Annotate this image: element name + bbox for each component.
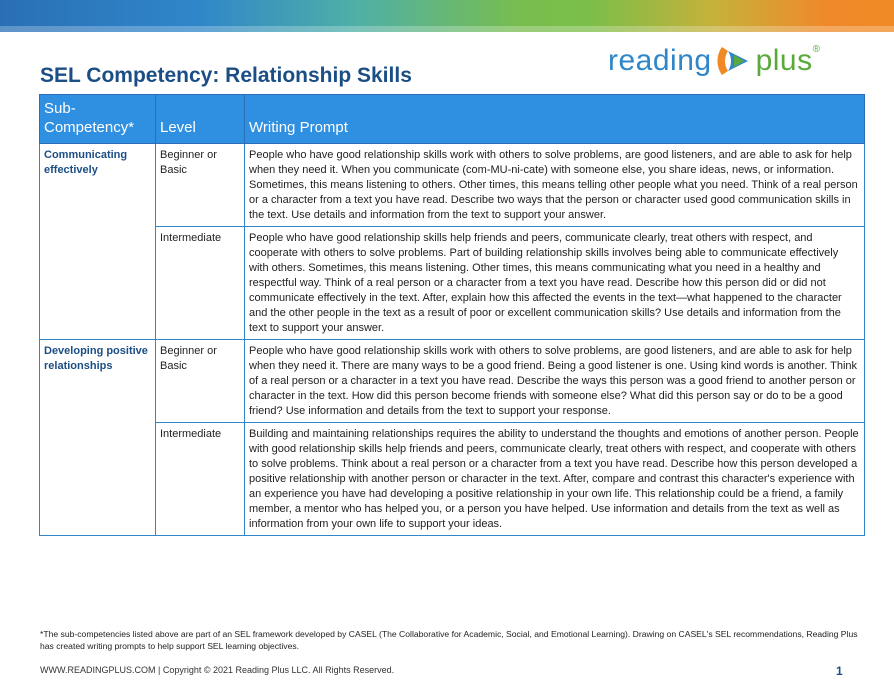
writing-prompt-cell: People who have good relationship skills work with others to solve problems, are good listeners, and are able to ask for help when they need it. When you communicate (com-MU-ni-cate) with someone else, you share ideas, news, or information. Sometimes, this means listening to others. Other times, this means telling other people what you need. Think of a real person or a character from a text you have read. Describe two ways that the person or character used good communication skills in the text. Use details and information from the text to support your answer.: [245, 144, 865, 227]
footer-copyright: WWW.READINGPLUS.COM | Copyright © 2021 Reading Plus LLC. All Rights Reserved.: [40, 665, 395, 675]
level-cell: Beginner or Basic: [156, 144, 245, 227]
logo-registered-mark: ®: [812, 44, 820, 55]
level-cell: Intermediate: [156, 423, 245, 536]
table-row: [40, 340, 865, 423]
top-color-band: [0, 0, 894, 32]
logo-mark-icon: [714, 41, 754, 81]
footnote: *The sub-competencies listed above are part of an SEL framework developed by CASEL (The Collaborative for Academic, Social, and Emotional Learning). Drawing on CASEL's SEL recommendations, Reading Plus has created writing prompts to help support SEL learning objectives.: [40, 629, 858, 651]
table-header-row: [40, 95, 865, 144]
header-level: Level: [156, 95, 245, 144]
table-row: [40, 423, 865, 536]
level-cell: Intermediate: [156, 227, 245, 340]
sub-competency-communicating: Communicating effectively: [40, 144, 156, 340]
reading-plus-logo: [608, 38, 858, 84]
writing-prompt-cell: Building and maintaining relationships requires the ability to understand the thoughts and emotions of another person. People with good relationship skills help friends and peers, communicate clearly, treat others with respect, and cooperate with others to solve problems. Think about a real person or a character from a text you have read. Describe how this person developed a positive relationship with another person or character in the text. After, compare and contrast this character's experience with an experience you have had developing a positive relationship in your own life. This relationship could be a friend, a family member, a mentor who has helped you, or a person you have helped. Use information and details from the text as well as information from your own life to support your ideas.: [245, 423, 865, 536]
writing-prompt-cell: People who have good relationship skills help friends and peers, communicate clearly, treat others with respect, and cooperate with others to solve problems. Part of building relationship skills involves being able to communicate effectively with others. Sometimes, this means listening. Other times, this means communicating what you need in a healthy and respectful way. Think of a real person or a character from a text you have read. Describe how this person did or did not communicate effectively in the text. After, explain how this affected the events in the text—what happened to the character and the other people in the text as a result of poor or excellent communication skills? Use details and information from the text to support your answer.: [245, 227, 865, 340]
logo-word-plus: plus: [755, 44, 813, 77]
header-writing-prompt: Writing Prompt: [245, 95, 865, 144]
logo-word-reading: reading: [608, 44, 712, 77]
table-row: [40, 227, 865, 340]
level-cell: Beginner or Basic: [156, 340, 245, 423]
sub-competency-developing: Developing positive relationships: [40, 340, 156, 536]
table-row: [40, 144, 865, 227]
writing-prompt-cell: People who have good relationship skills work with others to solve problems, are good listeners, and are able to ask for help when they need it. There are many ways to be a good friend. Being a good listener is one. Using kind words is another. Think of a real person or a character in a text you have read. Describe the ways this person was a good friend to another person or character in the text. How did this person become friends with someone else? What did this person say or do to be a good friend? Use information and details from the text to support your response.: [245, 340, 865, 423]
page-number: 1: [836, 664, 843, 678]
page-title: SEL Competency: Relationship Skills: [40, 64, 412, 87]
sel-competency-table: [39, 94, 865, 536]
header-sub-competency: Sub-Competency*: [40, 95, 156, 144]
